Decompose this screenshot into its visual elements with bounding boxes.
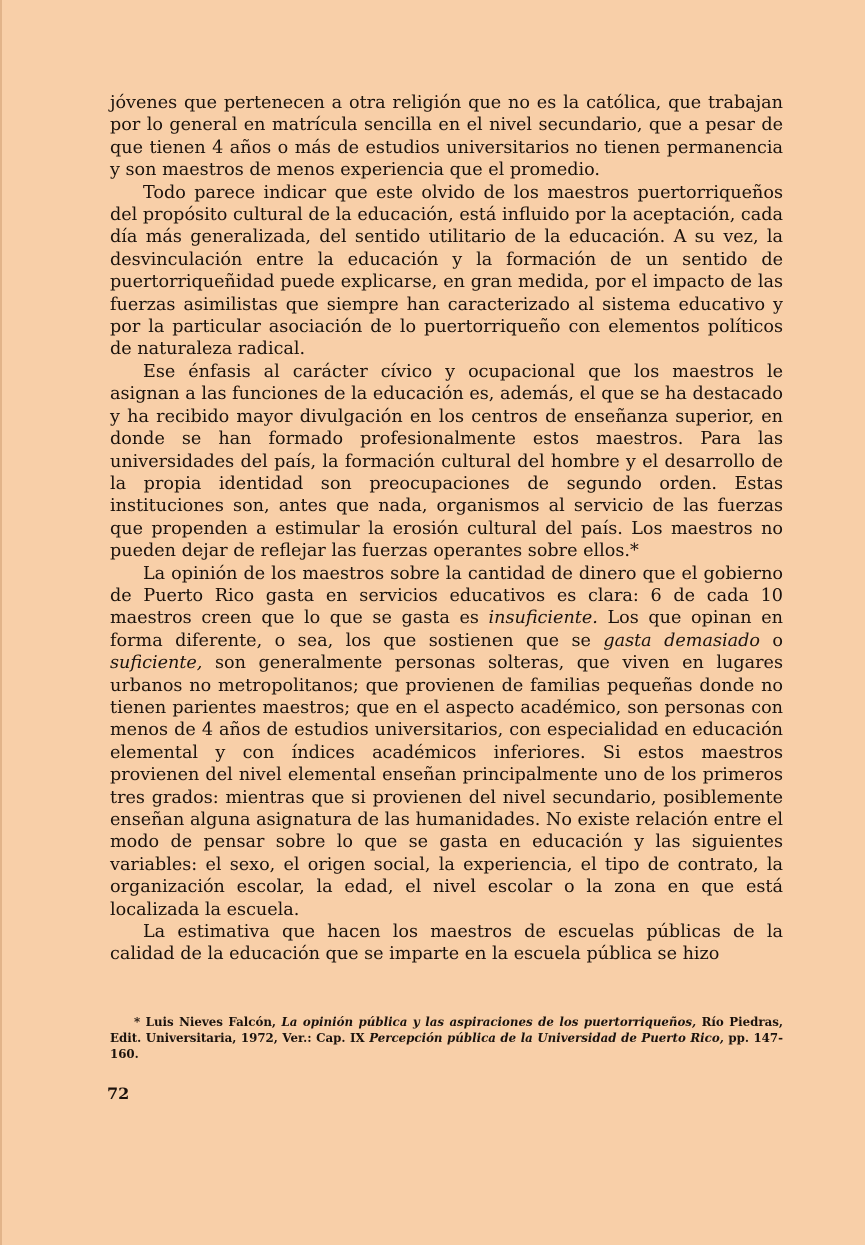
paragraph-4-segment: Los que opinan en forma diferente, o sea, los que sostienen que se — [110, 608, 783, 651]
paragraph-2-segment: Todo parece indicar que este olvido de los maestros puertorriqueños del propósito cultural de la educación, está influido por la aceptación, cada día más generalizada, del sentido utilitario de la educación. A su vez, la desvinculación entre la educación y la formación de un sentido de puertorriqueñidad puede explicarse, en gran medida, por el impacto de las fuerzas asimilistas que siempre han caracterizado al sistema educativo y por la particular asociación de lo puertorriqueño con elementos políticos de naturaleza radical. — [110, 182, 783, 360]
paragraph-5-segment: La estimativa que hacen los maestros de escuelas públicas de la calidad de la educación que se imparte en la escuela pública se hizo — [110, 922, 783, 965]
footnote-segment: * Luis Nieves Falcón, — [134, 1015, 282, 1029]
paragraph-3 — [110, 361, 783, 563]
footnote-segment: Río Piedras, Edit. Universitaria, 1972, Ver.: Cap. IX — [110, 1015, 783, 1045]
footnote — [110, 1014, 783, 1062]
footnote-segment: pp. 147-160. — [110, 1031, 783, 1061]
paragraph-4-segment: La opinión de los maestros sobre la cantidad de dinero que el gobierno de Puerto Rico gasta en servicios educativos es clara: 6 de cada 10 maestros creen que lo que se gasta es — [110, 563, 783, 629]
paragraph-5 — [110, 921, 783, 966]
body-text — [110, 92, 783, 966]
footnote-segment-italic: Percepción pública de la Universidad de Puerto Rico, — [369, 1031, 724, 1045]
paragraph-4-segment: o — [759, 630, 784, 651]
paragraph-4 — [110, 563, 783, 922]
footnote-segment-italic: La opinión pública y las aspiraciones de los puertorriqueños, — [281, 1015, 697, 1029]
page-number: 72 — [107, 1084, 130, 1103]
paragraph-4-segment-italic: insuficiente. — [488, 608, 598, 629]
paragraph-3-segment: Ese énfasis al carácter cívico y ocupacional que los maestros le asignan a las funciones de la educación es, además, el que se ha destacado y ha recibido mayor divulgación en los centros de enseñanza superior, en donde se han formado profesionalmente estos maestros. Para las universidades del país, la formación cultural del hombre y el desarrollo de la propia identidad son preocupaciones de segundo orden. Estas instituciones son, antes que nada, organismos al servicio de las fuerzas que propenden a estimular la erosión cultural del país. Los maestros no pueden dejar de reflejar las fuerzas operantes sobre ellos.* — [110, 361, 783, 562]
paragraph-1 — [110, 92, 783, 182]
paragraph-4-segment: son generalmente personas solteras, que viven en lugares urbanos no metropolitanos; que provienen de familias pequeñas donde no tienen parientes maestros; que en el aspecto académico, son personas con menos de 4 años de estudios universitarios, con especialidad en educación elemental y con índices académicos inferiores. Si estos maestros provienen del nivel elemental enseñan principalmente uno de los primeros tres grados: mientras que si provienen del nivel secundario, posiblemente enseñan alguna asignatura de las humanidades. No existe relación entre el modo de pensar sobre lo que se gasta en educación y las siguientes variables: el sexo, el origen social, la experiencia, el tipo de contrato, la organización escolar, la edad, el nivel escolar o la zona en que está localizada la escuela. — [110, 653, 783, 920]
paragraph-1-segment: jóvenes que pertenecen a otra religión que no es la católica, que trabajan por lo general en matrícula sencilla en el nivel secundario, que a pesar de que tienen 4 años o más de estudios universitarios no tienen permanencia y son maestros de menos experiencia que el promedio. — [110, 93, 783, 181]
paragraph-4-segment-italic: suficiente, — [110, 653, 203, 674]
paragraph-2 — [110, 182, 783, 361]
paragraph-4-segment-italic: gasta demasiado — [603, 630, 760, 651]
